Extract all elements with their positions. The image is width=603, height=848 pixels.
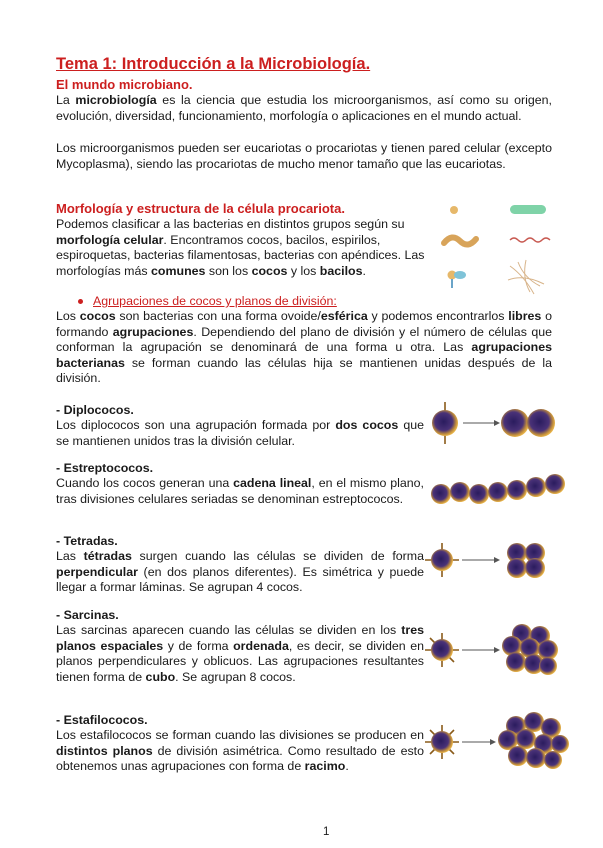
heading-diplococos: - Diplococos. <box>56 403 134 417</box>
section-heading-mundo-microbiano: El mundo microbiano. <box>56 77 193 92</box>
bold-term: esférica <box>320 309 368 323</box>
section-heading-morfologia: Morfología y estructura de la célula procariota. <box>56 201 345 216</box>
text-tetradas: Las tétradas surgen cuando las células se dividen de forma perpendicular (en dos planos diferentes). Es simétrica y puede llegar a formar láminas. Se agrupan 4 cocos. <box>56 549 424 595</box>
text-diplococos: Los diplococos son una agrupación formada por dos cocos que se mantienen unidos tras la división celular. <box>56 418 424 448</box>
bold-term: cadena lineal <box>233 476 312 490</box>
heading-estreptococos: - Estreptococos. <box>56 461 154 475</box>
coccus <box>432 410 458 436</box>
diplococcus-diagram <box>432 402 555 444</box>
paragraph-microorganismos: Los microorganismos pueden ser eucariotas o procariotas y tienen pared celular (excepto Mycoplasma), siendo las procariotas de mucho menor tamaño que las eucariotas. <box>56 141 552 171</box>
coccus <box>544 751 562 769</box>
bold-term: bacilos <box>319 263 363 278</box>
staphylococcus-diagram <box>425 712 569 769</box>
coccus <box>469 484 489 504</box>
page-number: 1 <box>323 826 330 838</box>
text-sarcinas: Las sarcinas aparecen cuando las células se dividen en los tres planos espaciales y de forma ordenada, es decir, se dividen en planos perpendiculares y oblicuos. Las agrupaciones resultantes tienen forma de cubo. Se agrupan 8 cocos. <box>56 623 424 684</box>
bold-term: comunes <box>151 263 206 278</box>
bold-term: microbiología <box>75 93 157 107</box>
coccus <box>539 657 557 675</box>
bold-term: ordenada <box>233 638 289 653</box>
coccus <box>431 484 451 504</box>
bold-term: cocos <box>251 263 288 278</box>
coccus <box>545 474 565 494</box>
streptococcus-diagram <box>431 474 565 504</box>
bold-term: agrupaciones <box>112 324 194 339</box>
coccus <box>488 482 508 502</box>
coccus <box>527 409 555 437</box>
paragraph-microbiologia: La microbiología es la ciencia que estudia los microorganismos, así como su origen, evolución, diversidad, funcionamiento, morfología o aplicaciones en el mundo actual. <box>56 93 552 123</box>
bold-term: distintos planos <box>56 743 153 758</box>
heading-tetradas: - Tetradas. <box>56 534 118 548</box>
text-estreptococos: Cuando los cocos generan una cadena lineal, en el mismo plano, tras divisiones celulares seriadas se denominan estreptococos. <box>56 476 424 506</box>
coccus <box>431 731 453 753</box>
coccus <box>506 652 526 672</box>
bold-term: dos cocos <box>335 418 399 432</box>
bold-term: libres <box>508 309 542 323</box>
paragraph-cocos: Los cocos son bacterias con una forma ovoide/esférica y podemos encontrarlos libres o formando agrupaciones. Dependiendo del plano de división y el número de células que conforman la agrupación se denominará de una forma u otra. Las agrupaciones bacterianas se forman cuando las células hija se mantienen unidas después de la división. <box>56 309 553 386</box>
coccus <box>508 746 528 766</box>
heading-sarcinas: - Sarcinas. <box>56 608 119 622</box>
coccus <box>524 712 544 732</box>
page-title: Tema 1: Introducción a la Microbiología. <box>56 55 371 73</box>
coccus <box>516 729 536 749</box>
bold-term: cocos <box>79 309 116 323</box>
bold-term: tres planos espaciales <box>56 623 424 653</box>
text-estafilococos: Los estafilococos se forman cuando las divisiones se producen en distintos planos de división asimétrica. Como resultado de esto obtenemos unas agrupaciones con forma de racimo. <box>56 728 424 774</box>
bold-term: tétradas <box>83 549 132 563</box>
coccus <box>431 549 453 571</box>
coccus <box>501 409 529 437</box>
coccus <box>526 477 546 497</box>
paragraph-morfologia-celular: Podemos clasificar a las bacterias en distintos grupos según su morfología celular. Encontramos cocos, bacilos, espirilos, espiroquetas, bacterias filamentosas, bacterias con apéndices. Las morfologías más comunes son los cocos y los bacilos. <box>56 217 425 278</box>
sarcina-diagram <box>425 624 558 675</box>
heading-estafilococos: - Estafilococos. <box>56 713 148 727</box>
coccus <box>525 558 545 578</box>
coccus <box>507 558 527 578</box>
bold-term: cubo <box>145 669 176 684</box>
coccus <box>551 735 569 753</box>
coccus <box>431 639 453 661</box>
bold-term: morfología celular <box>56 232 164 247</box>
bullet-text: Agrupaciones de cocos y planos de división: <box>93 294 337 308</box>
bold-term: perpendicular <box>56 564 138 579</box>
coccus <box>450 482 470 502</box>
tetrad-diagram <box>425 543 545 578</box>
bold-term: agrupaciones bacterianas <box>56 340 552 370</box>
coccus <box>526 748 546 768</box>
coccus <box>507 480 527 500</box>
bold-term: racimo <box>304 759 346 774</box>
